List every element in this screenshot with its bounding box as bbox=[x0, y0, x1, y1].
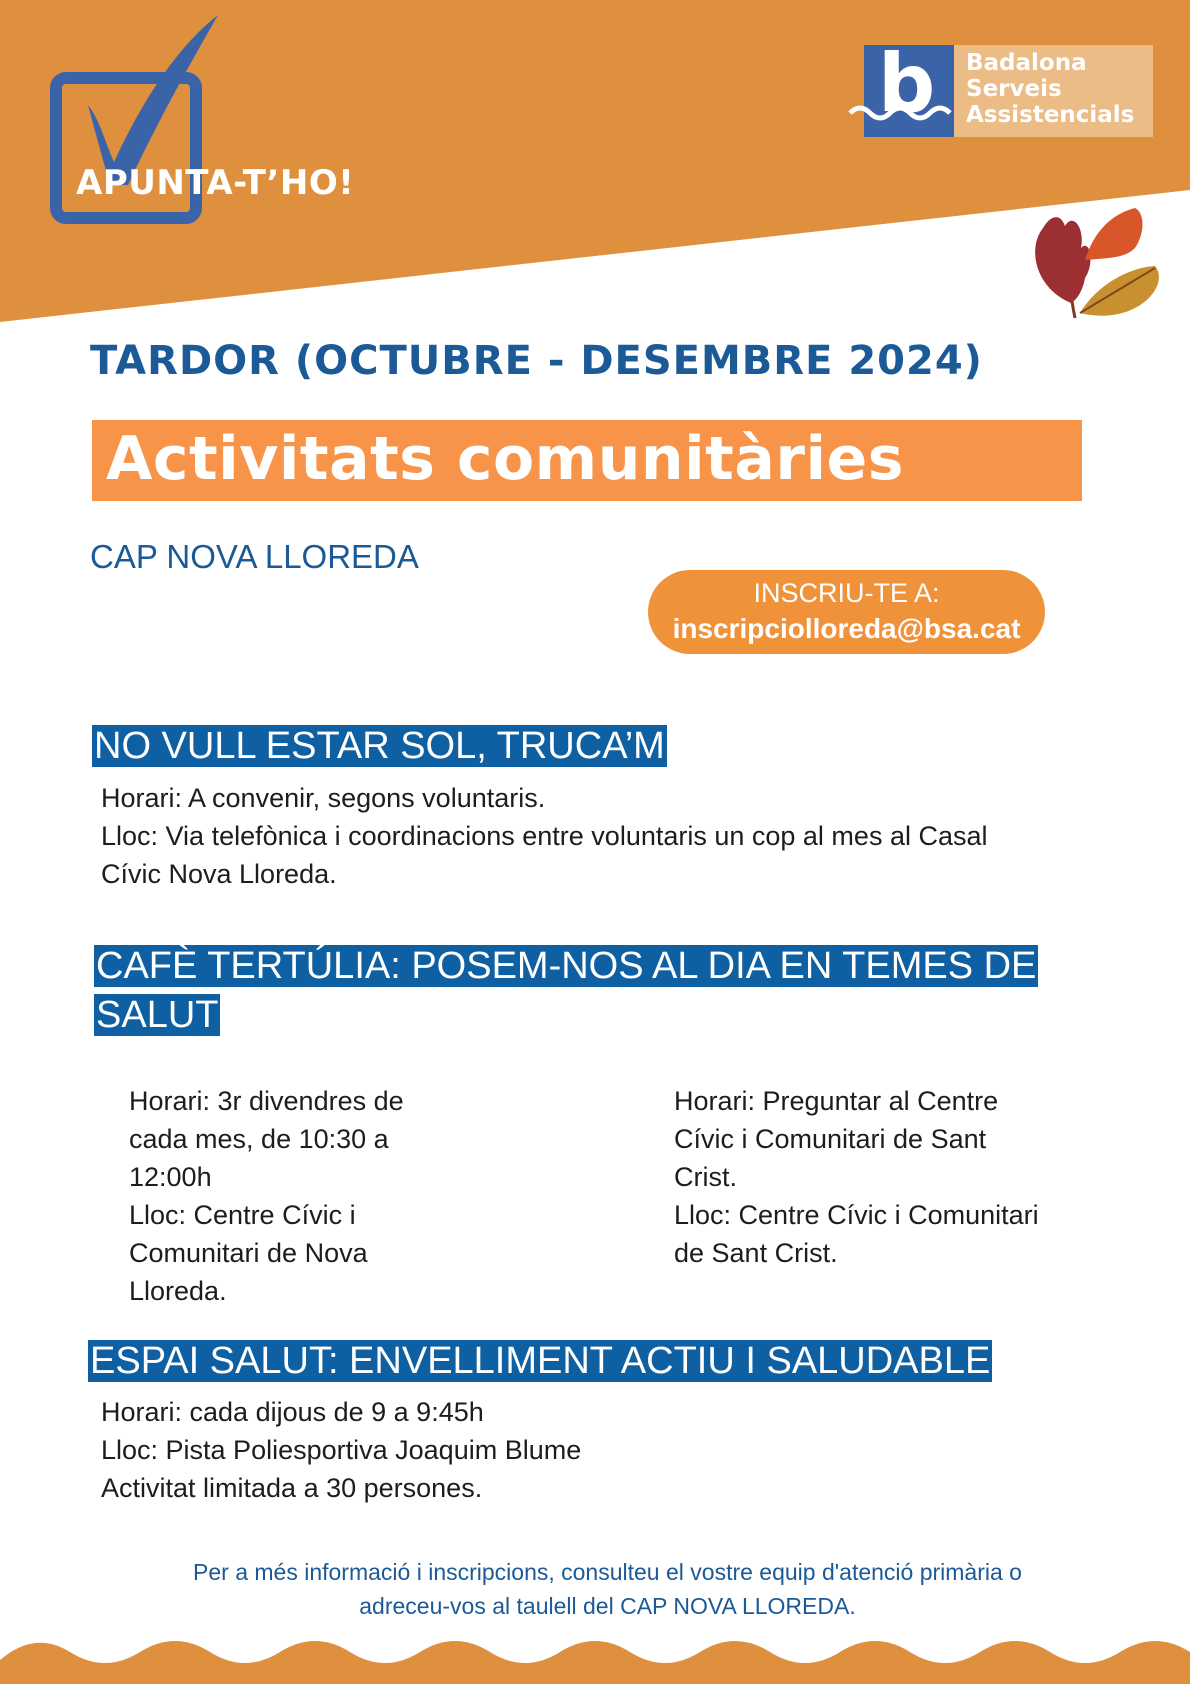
bsa-logo-line: Assistencials bbox=[966, 102, 1135, 128]
body-line: Lloreda. bbox=[129, 1276, 227, 1306]
section-heading-text: SALUT bbox=[96, 994, 219, 1036]
section-heading-text: NO VULL ESTAR SOL, TRUCA’M bbox=[94, 725, 665, 767]
section-body bbox=[101, 779, 1101, 893]
center-name: CAP NOVA LLOREDA bbox=[90, 538, 419, 575]
signup-label: INSCRIU-TE A: bbox=[753, 578, 940, 608]
body-line: Horari: 3r divendres de bbox=[129, 1086, 404, 1116]
title-banner bbox=[92, 420, 1082, 501]
apunta-badge-text: APUNTA-T’HO! bbox=[76, 163, 355, 203]
autumn-leaves-icon bbox=[1015, 208, 1165, 328]
bsa-logo-text-box bbox=[954, 45, 1153, 137]
body-line: de Sant Crist. bbox=[674, 1238, 838, 1268]
signup-pill bbox=[648, 570, 1045, 654]
section-body-right bbox=[674, 1082, 1094, 1272]
body-line: Lloc: Centre Cívic i bbox=[129, 1200, 356, 1230]
body-line: Lloc: Pista Poliesportiva Joaquim Blume bbox=[101, 1435, 582, 1465]
page-title: Activitats comunitàries bbox=[106, 424, 904, 494]
body-line: Lloc: Via telefònica i coordinacions entre voluntaris un cop al mes al Casal bbox=[101, 821, 988, 851]
body-line: 12:00h bbox=[129, 1162, 212, 1192]
body-line: Horari: Preguntar al Centre bbox=[674, 1086, 999, 1116]
body-line: Lloc: Centre Cívic i Comunitari bbox=[674, 1200, 1039, 1230]
signup-email-link[interactable]: inscripciolloreda@bsa.cat bbox=[672, 613, 1021, 644]
bsa-logo-mark bbox=[864, 37, 954, 137]
body-line: Cívic i Comunitari de Sant bbox=[674, 1124, 987, 1154]
bsa-logo-letter: b bbox=[878, 37, 936, 130]
footer-wave bbox=[0, 1630, 1190, 1684]
section-heading-text: ESPAI SALUT: ENVELLIMENT ACTIU I SALUDABLE bbox=[90, 1340, 991, 1382]
body-line: Activitat limitada a 30 persones. bbox=[101, 1473, 483, 1503]
section-body-left bbox=[129, 1082, 489, 1310]
season-title: TARDOR (OCTUBRE - DESEMBRE 2024) bbox=[90, 338, 983, 384]
footer-line: adreceu-vos al taulell del CAP NOVA LLOREDA. bbox=[359, 1593, 856, 1619]
wave-icon bbox=[848, 101, 958, 121]
section-heading-text: CAFÈ TERTÚLIA: POSEM-NOS AL DIA EN TEMES DE bbox=[96, 945, 1037, 987]
section-heading bbox=[94, 942, 1038, 1040]
section-heading bbox=[92, 722, 667, 771]
bsa-logo-line: Serveis bbox=[966, 76, 1062, 102]
bsa-logo bbox=[848, 37, 1153, 137]
body-line: cada mes, de 10:30 a bbox=[129, 1124, 389, 1154]
body-line: Crist. bbox=[674, 1162, 737, 1192]
footer-line: Per a més informació i inscripcions, consulteu el vostre equip d'atenció primària o bbox=[193, 1559, 1022, 1585]
bsa-logo-line: Badalona bbox=[966, 50, 1087, 76]
body-line: Horari: A convenir, segons voluntaris. bbox=[101, 783, 546, 813]
body-line: Comunitari de Nova bbox=[129, 1238, 368, 1268]
body-line: Cívic Nova Lloreda. bbox=[101, 859, 337, 889]
body-line: Horari: cada dijous de 9 a 9:45h bbox=[101, 1397, 484, 1427]
section-heading bbox=[88, 1337, 992, 1386]
section-body bbox=[101, 1393, 1101, 1507]
footer-info bbox=[120, 1555, 1095, 1623]
